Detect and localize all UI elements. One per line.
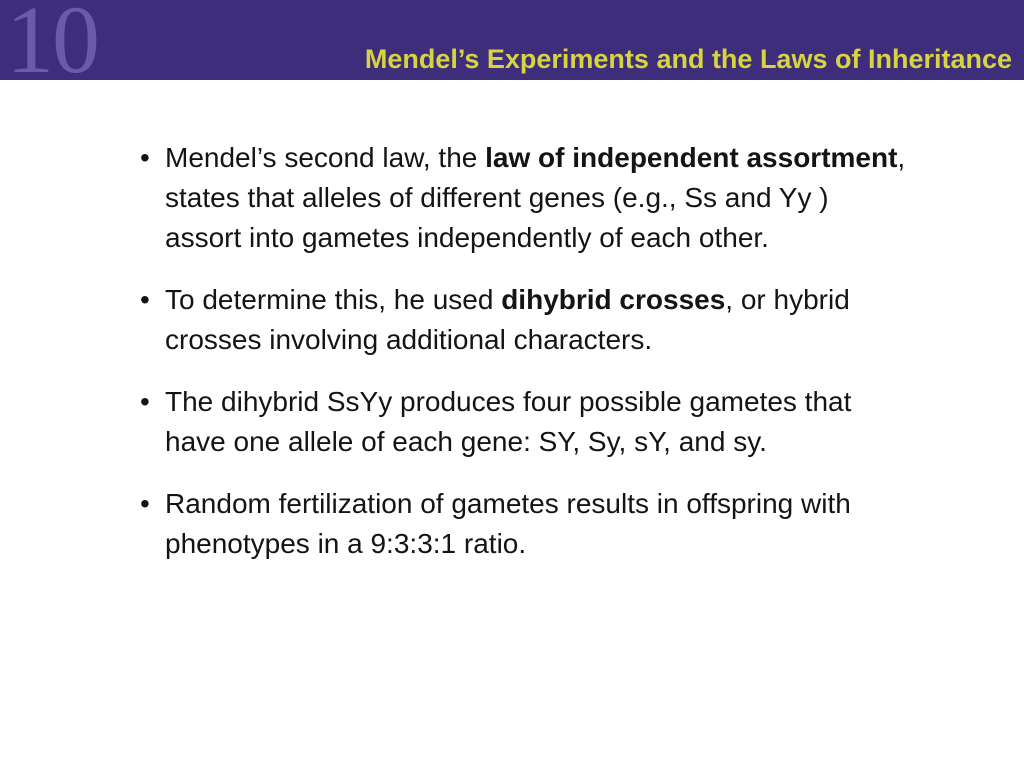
bullet-text-suffix: , states that alleles of different genes (e.g., Ss and Yy ) assort into gametes independently of each other.	[165, 142, 906, 253]
bullet-text-suffix: , or hybrid crosses involving additional characters.	[165, 284, 850, 355]
bullet-dot: •	[140, 142, 150, 173]
bullet-item-phenotype-ratio	[140, 484, 910, 564]
bullet-term-dihybrid-crosses: dihybrid crosses	[501, 284, 726, 315]
bullet-text-prefix: To determine this, he used	[165, 284, 502, 315]
bullet-dot: •	[140, 386, 150, 417]
bullet-item-four-gametes	[140, 382, 910, 462]
header-band	[0, 0, 1024, 93]
bullet-dot: •	[140, 284, 150, 315]
bullet-text-prefix: Mendel’s second law, the	[165, 142, 486, 173]
slide-title: Mendel’s Experiments and the Laws of Inheritance	[364, 44, 1012, 74]
bullet-text: The dihybrid SsYy produces four possible gametes that have one allele of each gene: SY, Sy, sY, and sy.	[165, 386, 852, 457]
chapter-number: 10	[6, 0, 98, 93]
bullet-item-independent-assortment	[140, 138, 910, 258]
bullet-dot: •	[140, 488, 150, 519]
bullet-list	[140, 138, 910, 586]
bullet-item-dihybrid-crosses	[140, 280, 910, 360]
bullet-text: Random fertilization of gametes results in offspring with phenotypes in a 9:3:3:1 ratio.	[165, 488, 851, 559]
bullet-term-independent-assortment: law of independent assortment	[485, 142, 898, 173]
